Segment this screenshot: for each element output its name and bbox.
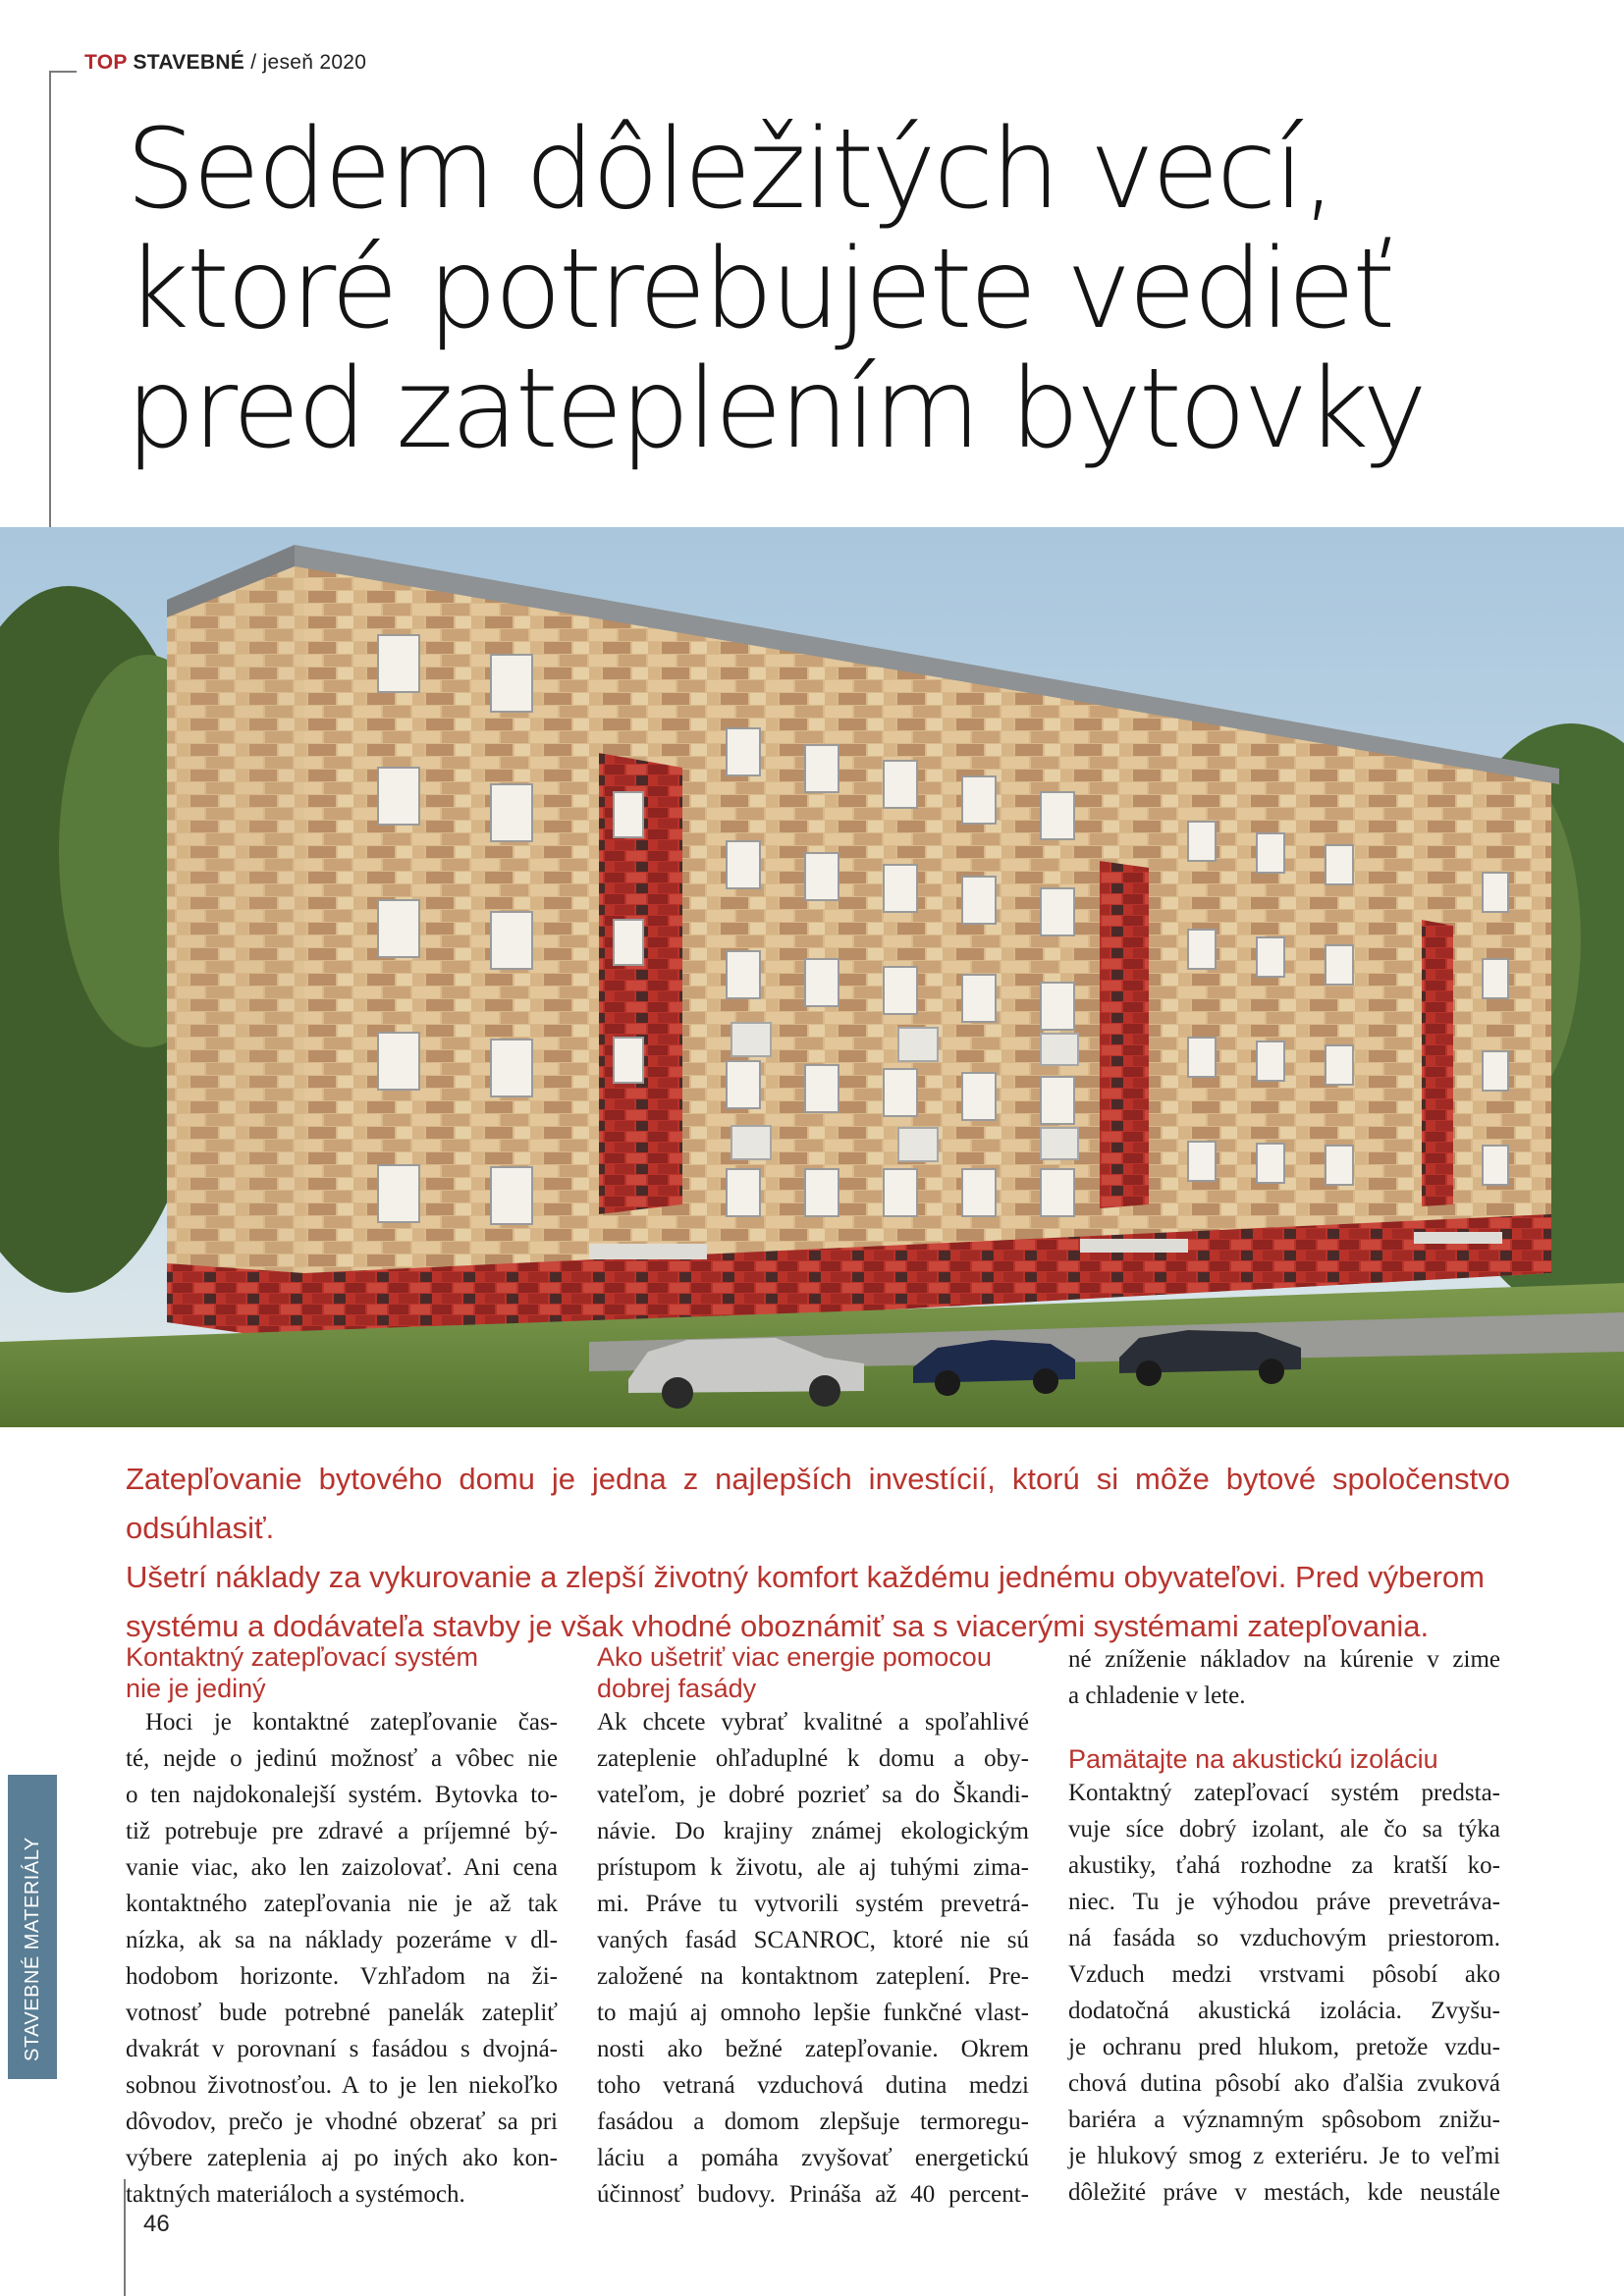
column-1 bbox=[126, 1641, 558, 2213]
margin-rule-top bbox=[49, 71, 51, 527]
text-line: dodatočná akustická izolácia. Zvyšu- bbox=[1068, 1998, 1500, 2024]
brand-top: TOP bbox=[84, 51, 128, 74]
lead-line-2: Ušetrí náklady za vykurovanie a zlepší životný komfort každému jednému obyvateľovi. Pred výberom bbox=[126, 1560, 1485, 1594]
text-line: Vzduch medzi vrstvami pôsobí ako bbox=[1068, 1961, 1500, 1988]
text-line: vateľom, je dobré pozrieť sa do Škandi- bbox=[597, 1782, 1029, 1808]
text-line: hodobom horizonte. Vzhľadom na ži- bbox=[126, 1963, 558, 1990]
subheading-line: dobrej fasády bbox=[597, 1674, 757, 1703]
text-line: Kontaktný zatepľovací systém predsta- bbox=[1068, 1780, 1500, 1806]
body-paragraph bbox=[1068, 1775, 1500, 2211]
brand-name: STAVEBNÉ bbox=[133, 51, 245, 74]
page-number: 46 bbox=[143, 2211, 170, 2237]
text-line: vuje síce dobrý izolant, ale čo sa týka bbox=[1068, 1816, 1500, 1842]
column-2 bbox=[597, 1641, 1029, 2213]
text-line: tiž potrebuje pre zdravé a príjemné bý- bbox=[126, 1818, 558, 1844]
text-line: dôvodov, prečo je vhodné obzerať sa pri bbox=[126, 2109, 558, 2135]
text-line: toho vetraná vzduchová dutina medzi bbox=[597, 2072, 1029, 2099]
text-line: chová dutina pôsobí ako ďalšia zvuková bbox=[1068, 2070, 1500, 2097]
text-line: dôležité práve v mestách, kde neustále bbox=[1068, 2179, 1500, 2206]
text-line: mi. Práve tu vytvorili systém prevetrá- bbox=[597, 1891, 1029, 1917]
text-line: o ten najdokonalejší systém. Bytovka to- bbox=[126, 1782, 558, 1808]
text-line: vaných fasád SCANROC, ktoré nie sú bbox=[597, 1927, 1029, 1953]
text-line: ná fasáda so vzduchovým priestorom. bbox=[1068, 1925, 1500, 1951]
text-line: kontaktného zatepľovania nie je až tak bbox=[126, 1891, 558, 1917]
text-line: vanie viac, ako len zaizolovať. Ani cena bbox=[126, 1854, 558, 1881]
body-paragraph-continued bbox=[1068, 1641, 1500, 1714]
text-line: a chladenie v lete. bbox=[1068, 1682, 1246, 1709]
article-headline bbox=[126, 106, 1579, 473]
text-line: sobnou životnosťou. A to je len niekoľko bbox=[126, 2072, 558, 2099]
issue-season: jeseň 2020 bbox=[262, 51, 367, 74]
text-line: založené na kontaktnom zateplení. Pre- bbox=[597, 1963, 1029, 1990]
text-line: nízka, ak sa na náklady pozeráme v dl- bbox=[126, 1927, 558, 1953]
subheading-line: Ako ušetriť viac energie pomocou bbox=[597, 1642, 992, 1672]
lead-line-3: systému a dodávateľa stavby je však vhodné oboznámiť sa s viacerými systémami zatepľovania. bbox=[126, 1609, 1430, 1643]
subheading-line: nie je jediný bbox=[126, 1674, 266, 1703]
subheading-save-energy bbox=[597, 1641, 1029, 1704]
section-label: STAVEBNÉ MATERIÁLY bbox=[22, 1837, 43, 2061]
subheading-line: Pamätajte na akustickú izoláciu bbox=[1068, 1744, 1438, 1774]
subheading-acoustic bbox=[1068, 1743, 1500, 1775]
text-line: nosti ako bežné zatepľovanie. Okrem bbox=[597, 2036, 1029, 2062]
text-line: né zníženie nákladov na kúrenie v zime bbox=[1068, 1646, 1500, 1673]
text-line: výbere zateplenia aj po iných ako kon- bbox=[126, 2145, 558, 2171]
text-line: je ochranu pred hlukom, pretože vzdu- bbox=[1068, 2034, 1500, 2060]
text-line: Hoci je kontaktné zatepľovanie čas- bbox=[145, 1709, 558, 1735]
headline-line-1: Sedem dôležitých vecí, bbox=[126, 106, 1334, 234]
text-line: akustiky, ťahá rozhodne za kratší ko- bbox=[1068, 1852, 1500, 1879]
text-line: Ak chcete vybrať kvalitné a spoľahlivé bbox=[597, 1709, 1029, 1735]
text-line: bariéra a významným spôsobom znižu- bbox=[1068, 2107, 1500, 2133]
body-paragraph bbox=[597, 1704, 1029, 2213]
text-line: je hlukový smog z exteriéru. Je to veľmi bbox=[1068, 2143, 1500, 2169]
text-line: účinnosť budovy. Prináša až 40 percent- bbox=[597, 2181, 1029, 2208]
text-line: dvakrát v porovnaní s fasádou s dvojná- bbox=[126, 2036, 558, 2062]
text-line: zateplenie ohľaduplné k domu a oby- bbox=[597, 1745, 1029, 1772]
text-line: prístupom k životu, ale aj tuhými zima- bbox=[597, 1854, 1029, 1881]
text-line: niec. Tu je výhodou práve prevetráva- bbox=[1068, 1889, 1500, 1915]
text-line: taktných materiáloch a systémoch. bbox=[126, 2181, 465, 2208]
body-paragraph bbox=[126, 1704, 558, 2213]
text-line: té, nejde o jedinú možnosť a vôbec nie bbox=[126, 1745, 558, 1772]
headline-line-2: ktoré potrebujete vedieť bbox=[126, 226, 1393, 353]
text-line: votnosť bude potrebné panelák zatepliť bbox=[126, 2000, 558, 2026]
subheading-contact-system bbox=[126, 1641, 558, 1704]
section-tab bbox=[8, 1775, 57, 2079]
column-3 bbox=[1068, 1641, 1500, 2211]
text-line: návie. Do krajiny známej ekologickým bbox=[597, 1818, 1029, 1844]
text-line: fasádou a domom zlepšuje termoregu- bbox=[597, 2109, 1029, 2135]
lead-line-1: Zatepľovanie bytového domu je jedna z najlepších investícií, ktorú si môže bytové spoločenstvo odsúhlasiť. bbox=[126, 1462, 1510, 1545]
header-separator: / bbox=[250, 51, 257, 74]
margin-rule-bottom bbox=[124, 2179, 126, 2296]
subheading-line: Kontaktný zatepľovací systém bbox=[126, 1642, 479, 1672]
margin-rule-tick bbox=[49, 71, 77, 73]
running-header bbox=[84, 51, 366, 75]
text-line: láciu a pomáha zvyšovať energetickú bbox=[597, 2145, 1029, 2171]
article-lead bbox=[126, 1455, 1510, 1651]
building-illustration bbox=[0, 527, 1624, 1427]
headline-line-3: pred zateplením bytovky bbox=[126, 346, 1425, 473]
text-line: to majú aj omnoho lepšie funkčné vlast- bbox=[597, 2000, 1029, 2026]
